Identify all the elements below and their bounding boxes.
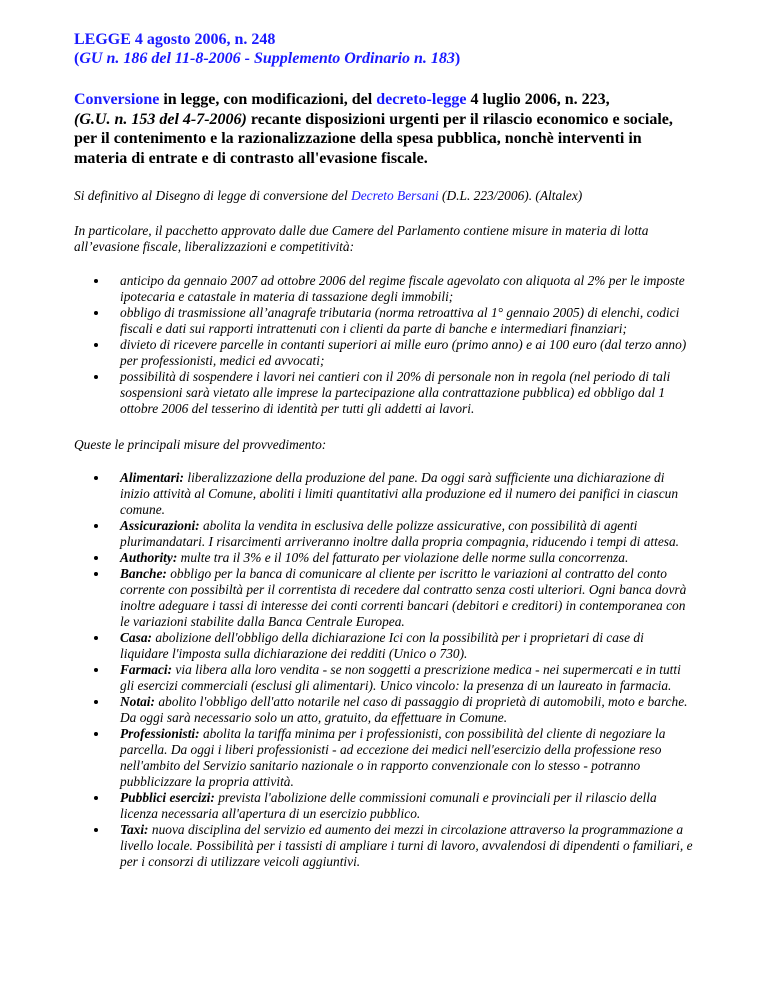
law-title xyxy=(74,30,694,68)
decreto-legge-link[interactable]: decreto-legge xyxy=(376,91,467,108)
list-item xyxy=(120,337,694,369)
gazzetta-reference: GU n. 186 del 11-8-2006 - Supplemento Ordinario n. 183 xyxy=(79,50,455,67)
intro-paragraph: In particolare, il pacchetto approvato dalle due Camere del Parlamento contiene misure in materia di lotta all’evasione fiscale, liberalizzazioni e competitività: xyxy=(74,223,649,254)
heading-gu-reference: (G.U. n. 153 del 4-7-2006) xyxy=(74,110,247,128)
measure-label: Alimentari: xyxy=(120,470,184,485)
measure-text: obbligo per la banca di comunicare al cliente per iscritto le variazioni al contratto del conto corrente con possibiltà per il correntista di recedere dal contratto senza costi ulteriori. Ogni banca dovrà inoltre adeguare i tassi di interesse dei conti correnti bancari (debitori e creditori) in contemporanea con le variazioni stabilite dalla Banca Centrale Europea. xyxy=(120,566,687,629)
list-item xyxy=(120,694,694,726)
measure-text: abolito l'obbligo dell'atto notarile nel caso di passaggio di proprietà di automobili, moto e barche. Da oggi sarà necessario solo un atto, gratuito, da effettuare in Comune. xyxy=(120,694,688,725)
law-heading xyxy=(74,90,694,168)
measure-label: Farmaci: xyxy=(120,662,173,677)
list-item xyxy=(120,790,694,822)
measure-text: multe tra il 3% e il 10% del fatturato per violazione delle norme sulla concorrenza. xyxy=(177,550,629,565)
measure-label: Assicurazioni: xyxy=(120,518,200,533)
list-item-text: divieto di ricevere parcelle in contanti superiori ai mille euro (primo anno) e ai 100 euro (dal terzo anno) per professionisti, medici ed avvocati; xyxy=(120,337,687,368)
measure-text: abolizione dell'obbligo della dichiarazione Ici con la possibilità per i proprietari di case di liquidare l'imposta sulla dichiarazione dei redditi (Unico o 730). xyxy=(120,630,644,661)
measure-text: prevista l'abolizione delle commissioni comunali e provinciali per il rilascio della licenza necessaria all'apertura di un esercizio pubblico. xyxy=(120,790,657,821)
heading-part1: in legge, con modificazioni, del xyxy=(159,91,377,108)
measure-label: Casa: xyxy=(120,630,152,645)
measure-label: Professionisti: xyxy=(120,726,200,741)
bullet-icon xyxy=(94,572,98,576)
paren-open: ( xyxy=(74,50,80,67)
decreto-bersani-link[interactable]: Decreto Bersani xyxy=(351,188,439,203)
heading-part3: recante disposizioni urgenti per il rilascio economico e sociale, per il contenimento e la razionalizzazione della spesa pubblica, nonchè interventi in materia di entrate e di contrasto all'evasione fiscale. xyxy=(74,110,673,167)
bullet-icon xyxy=(94,668,98,672)
list-item xyxy=(120,369,694,417)
heading-part2: 4 luglio 2006, n. 223, xyxy=(466,91,610,108)
list-item xyxy=(120,822,694,870)
bullet-icon xyxy=(94,636,98,640)
list-item-text: anticipo da gennaio 2007 ad ottobre 2006 del regime fiscale agevolato con aliquota al 2% per le imposte ipotecaria e catastale in materia di tassazione degli immobili; xyxy=(120,273,685,304)
measures-list xyxy=(74,470,694,870)
measure-label: Banche: xyxy=(120,566,167,581)
bullet-icon xyxy=(94,375,98,379)
list-item xyxy=(120,566,694,630)
list-item xyxy=(120,550,694,566)
bullet-icon xyxy=(94,700,98,704)
list-item xyxy=(120,726,694,790)
bullet-icon xyxy=(94,732,98,736)
measures-intro: Queste le principali misure del provvedimento: xyxy=(74,437,327,452)
list-item xyxy=(120,305,694,337)
bullet-icon xyxy=(94,279,98,283)
lead-text-before: Si definitivo al Disegno di legge di conversione del xyxy=(74,188,352,203)
measure-text: abolita la tariffa minima per i professionisti, con possibilità del cliente di negoziare la parcella. Da oggi i liberi professionisti - ad eccezione dei medici nell'esercizio della professione reso nell'ambito del Servizio sanitario nazionale o in rapporto convenzionale con lo stesso - potranno pubblicizzare la propria attività. xyxy=(120,726,666,789)
list-item xyxy=(120,630,694,662)
bullet-icon xyxy=(94,343,98,347)
measure-label: Pubblici esercizi: xyxy=(120,790,215,805)
bullet-icon xyxy=(94,556,98,560)
list-item xyxy=(120,470,694,518)
law-title-line1: LEGGE 4 agosto 2006, n. 248 xyxy=(74,31,276,48)
bullet-list xyxy=(74,273,694,417)
list-item-text: obbligo di trasmissione all’anagrafe tributaria (norma retroattiva al 1° gennaio 2005) di elenchi, codici fiscali e dati sui rapporti intrattenuti con i clienti da parte di banche e intermediari finanziari; xyxy=(120,305,680,336)
measure-label: Notai: xyxy=(120,694,155,709)
measure-text: via libera alla loro vendita - se non soggetti a prescrizione medica - nei supermercati e in tutti gli esercizi commerciali (esclusi gli alimentari). Unico vincolo: la presenza di un laureato in farmacia. xyxy=(120,662,681,693)
bullet-icon xyxy=(94,311,98,315)
bullet-icon xyxy=(94,828,98,832)
measure-label: Taxi: xyxy=(120,822,149,837)
lead-paragraph xyxy=(74,188,694,204)
bullet-icon xyxy=(94,476,98,480)
bullet-icon xyxy=(94,524,98,528)
conversione-link[interactable]: Conversione xyxy=(74,91,160,108)
lead-text-after: (D.L. 223/2006). (Altalex) xyxy=(438,188,583,203)
paren-close: ) xyxy=(454,50,461,67)
list-item-text: possibilità di sospendere i lavori nei cantieri con il 20% di personale non in regola (nel periodo di tali sospensioni sarà vietato alle imprese la partecipazione alla contrattazione pubblica) ed obbligo dal 1 ottobre 2006 del tesserino di identità per tutti gli addetti ai lavori. xyxy=(120,369,671,416)
measure-text: nuova disciplina del servizio ed aumento dei mezzi in circolazione attraverso la programmazione a livello locale. Possibilità per i tassisti di ampliare i turni di lavoro, avvalendosi di dipendenti o familiari, e per i consorzi di utilizzare veicoli aggiuntivi. xyxy=(120,822,693,869)
list-item xyxy=(120,273,694,305)
measure-text: abolita la vendita in esclusiva delle polizze assicurative, con possibilità di agenti plurimandatari. I risarcimenti arriveranno inoltre dalla propria compagnia, riducendo i tempi di attesa. xyxy=(120,518,680,549)
list-item xyxy=(120,662,694,694)
law-title-line2 xyxy=(74,49,694,68)
bullet-icon xyxy=(94,796,98,800)
list-item xyxy=(120,518,694,550)
measure-label: Authority: xyxy=(120,550,178,565)
measure-text: liberalizzazione della produzione del pane. Da oggi sarà sufficiente una dichiarazione di inizio attività al Comune, aboliti i limiti quantitativi alla produzione ed il numero dei panifici in ciascun comune. xyxy=(120,470,679,517)
